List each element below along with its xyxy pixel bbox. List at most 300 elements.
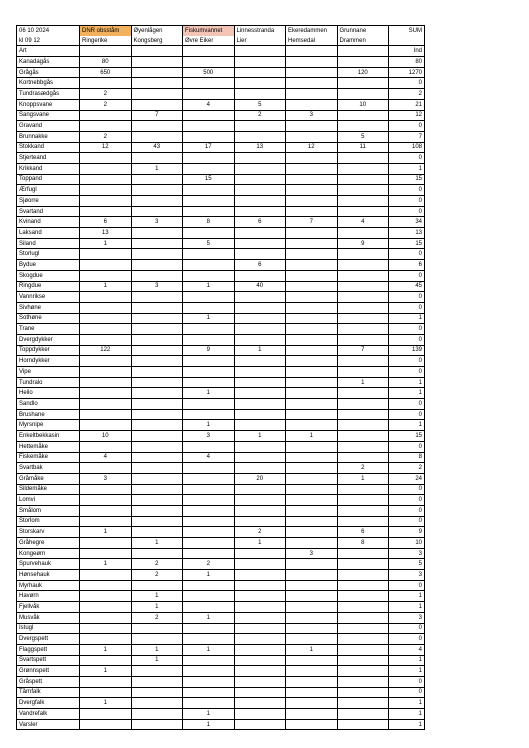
cell-oyenlagen[interactable] <box>131 324 183 335</box>
cell-dnr-obsstam[interactable] <box>80 185 132 196</box>
cell-oyenlagen[interactable]: 3 <box>131 217 183 228</box>
cell-species[interactable]: Smålom <box>17 505 80 516</box>
cell-sum[interactable]: 1 <box>389 388 425 399</box>
cell-oyenlagen[interactable] <box>131 516 183 527</box>
cell-dnr-obsstam[interactable] <box>80 538 132 549</box>
cell-fiskumvannet[interactable] <box>183 163 235 174</box>
cell-linnesstranda[interactable] <box>234 602 286 613</box>
cell-species[interactable]: Myrsnipe <box>17 420 80 431</box>
cell-species[interactable]: Sandlo <box>17 399 80 410</box>
cell-fiskumvannet[interactable] <box>183 206 235 217</box>
cell-sum[interactable]: 1 <box>389 420 425 431</box>
cell-oyenlagen[interactable] <box>131 99 183 110</box>
cell-species[interactable]: Sothøne <box>17 313 80 324</box>
cell-species[interactable]: Tårnfalk <box>17 687 80 698</box>
cell-ekeredammen[interactable] <box>286 687 338 698</box>
cell-dnr-obsstam[interactable]: 1 <box>80 238 132 249</box>
cell-dnr-obsstam[interactable] <box>80 591 132 602</box>
cell-fiskumvannet[interactable] <box>183 687 235 698</box>
cell-dnr-obsstam[interactable] <box>80 484 132 495</box>
cell-oyenlagen[interactable] <box>131 484 183 495</box>
header-sum[interactable]: SUM <box>389 26 425 36</box>
cell-oyenlagen[interactable] <box>131 719 183 730</box>
cell-fiskumvannet[interactable] <box>183 260 235 271</box>
cell-sum[interactable]: 1 <box>389 163 425 174</box>
cell-fiskumvannet[interactable]: 4 <box>183 99 235 110</box>
cell-species[interactable]: Vannrikse <box>17 292 80 303</box>
cell-sum[interactable]: 1 <box>389 666 425 677</box>
cell-grunnane[interactable] <box>337 367 389 378</box>
cell-ekeredammen[interactable]: 12 <box>286 142 338 153</box>
cell-linnesstranda[interactable] <box>234 709 286 720</box>
cell-oyenlagen[interactable] <box>131 377 183 388</box>
cell-linnesstranda[interactable] <box>234 676 286 687</box>
header-ekeredammen[interactable]: Ekeredammen <box>286 26 338 36</box>
cell-dnr-obsstam[interactable] <box>80 121 132 132</box>
cell-dnr-obsstam[interactable] <box>80 602 132 613</box>
cell-oyenlagen[interactable] <box>131 505 183 516</box>
cell-dnr-obsstam[interactable] <box>80 388 132 399</box>
cell-sum[interactable]: 108 <box>389 142 425 153</box>
cell-species[interactable]: Istugl <box>17 623 80 634</box>
header-dnr-obsstam[interactable] <box>80 46 132 57</box>
cell-fiskumvannet[interactable]: 3 <box>183 431 235 442</box>
header-linnesstranda[interactable]: Lier <box>234 36 286 46</box>
cell-sum[interactable]: 1 <box>389 313 425 324</box>
cell-grunnane[interactable] <box>337 452 389 463</box>
cell-ekeredammen[interactable] <box>286 367 338 378</box>
cell-ekeredammen[interactable] <box>286 185 338 196</box>
cell-fiskumvannet[interactable] <box>183 302 235 313</box>
cell-oyenlagen[interactable] <box>131 206 183 217</box>
cell-sum[interactable]: 15 <box>389 238 425 249</box>
cell-dnr-obsstam[interactable] <box>80 687 132 698</box>
cell-fiskumvannet[interactable]: 2 <box>183 559 235 570</box>
cell-ekeredammen[interactable] <box>286 420 338 431</box>
cell-oyenlagen[interactable] <box>131 431 183 442</box>
cell-linnesstranda[interactable] <box>234 719 286 730</box>
cell-species[interactable]: Hønsehauk <box>17 570 80 581</box>
cell-oyenlagen[interactable]: 1 <box>131 655 183 666</box>
cell-ekeredammen[interactable] <box>286 334 338 345</box>
cell-linnesstranda[interactable] <box>234 420 286 431</box>
cell-ekeredammen[interactable] <box>286 388 338 399</box>
header-oyenlagen[interactable] <box>131 46 183 57</box>
cell-ekeredammen[interactable] <box>286 324 338 335</box>
cell-ekeredammen[interactable] <box>286 399 338 410</box>
cell-oyenlagen[interactable] <box>131 676 183 687</box>
cell-ekeredammen[interactable] <box>286 634 338 645</box>
cell-ekeredammen[interactable] <box>286 57 338 68</box>
cell-sum[interactable]: 1 <box>389 655 425 666</box>
cell-oyenlagen[interactable] <box>131 67 183 78</box>
cell-sum[interactable]: 2 <box>389 89 425 100</box>
header-linnesstranda[interactable] <box>234 46 286 57</box>
cell-fiskumvannet[interactable]: 1 <box>183 709 235 720</box>
cell-fiskumvannet[interactable] <box>183 591 235 602</box>
cell-species[interactable]: Brunnakke <box>17 131 80 142</box>
cell-ekeredammen[interactable] <box>286 292 338 303</box>
cell-species[interactable]: Spurvehauk <box>17 559 80 570</box>
cell-ekeredammen[interactable] <box>286 281 338 292</box>
cell-dnr-obsstam[interactable] <box>80 110 132 121</box>
cell-grunnane[interactable] <box>337 580 389 591</box>
cell-species[interactable]: Sangsvane <box>17 110 80 121</box>
cell-ekeredammen[interactable] <box>286 345 338 356</box>
cell-sum[interactable]: 7 <box>389 131 425 142</box>
cell-dnr-obsstam[interactable] <box>80 196 132 207</box>
cell-species[interactable]: Toppdykker <box>17 345 80 356</box>
cell-oyenlagen[interactable]: 1 <box>131 538 183 549</box>
cell-linnesstranda[interactable]: 20 <box>234 473 286 484</box>
cell-species[interactable]: Ærfugl <box>17 185 80 196</box>
cell-oyenlagen[interactable] <box>131 473 183 484</box>
cell-grunnane[interactable] <box>337 324 389 335</box>
cell-linnesstranda[interactable] <box>234 270 286 281</box>
cell-sum[interactable]: 3 <box>389 612 425 623</box>
cell-fiskumvannet[interactable] <box>183 78 235 89</box>
cell-oyenlagen[interactable] <box>131 399 183 410</box>
cell-fiskumvannet[interactable] <box>183 121 235 132</box>
cell-linnesstranda[interactable] <box>234 121 286 132</box>
cell-dnr-obsstam[interactable]: 2 <box>80 99 132 110</box>
header-grunnane[interactable]: Grunnane <box>337 26 389 36</box>
cell-sum[interactable]: 1 <box>389 709 425 720</box>
cell-species[interactable]: Knoppsvane <box>17 99 80 110</box>
cell-dnr-obsstam[interactable] <box>80 377 132 388</box>
cell-oyenlagen[interactable] <box>131 687 183 698</box>
cell-species[interactable]: Gråmåke <box>17 473 80 484</box>
header-species[interactable]: Art <box>17 46 80 57</box>
cell-grunnane[interactable] <box>337 666 389 677</box>
cell-species[interactable]: Stjerteand <box>17 153 80 164</box>
cell-sum[interactable]: 0 <box>389 302 425 313</box>
cell-linnesstranda[interactable] <box>234 580 286 591</box>
cell-linnesstranda[interactable]: 13 <box>234 142 286 153</box>
cell-ekeredammen[interactable]: 1 <box>286 431 338 442</box>
cell-linnesstranda[interactable] <box>234 324 286 335</box>
cell-dnr-obsstam[interactable]: 12 <box>80 142 132 153</box>
cell-species[interactable]: Kortnebbgås <box>17 78 80 89</box>
cell-dnr-obsstam[interactable] <box>80 463 132 474</box>
cell-sum[interactable]: 0 <box>389 441 425 452</box>
cell-species[interactable]: Tundralo <box>17 377 80 388</box>
cell-grunnane[interactable] <box>337 623 389 634</box>
header-ekeredammen[interactable] <box>286 46 338 57</box>
cell-species[interactable]: Skogdue <box>17 270 80 281</box>
cell-linnesstranda[interactable] <box>234 559 286 570</box>
cell-sum[interactable]: 12 <box>389 110 425 121</box>
cell-linnesstranda[interactable] <box>234 623 286 634</box>
cell-linnesstranda[interactable] <box>234 238 286 249</box>
cell-sum[interactable]: 0 <box>389 623 425 634</box>
cell-ekeredammen[interactable] <box>286 270 338 281</box>
cell-species[interactable]: Heilo <box>17 388 80 399</box>
cell-linnesstranda[interactable]: 1 <box>234 538 286 549</box>
cell-oyenlagen[interactable]: 1 <box>131 644 183 655</box>
cell-sum[interactable]: 15 <box>389 431 425 442</box>
cell-species[interactable]: Vandrefalk <box>17 709 80 720</box>
cell-ekeredammen[interactable] <box>286 495 338 506</box>
cell-sum[interactable]: 0 <box>389 367 425 378</box>
cell-fiskumvannet[interactable]: 17 <box>183 142 235 153</box>
cell-grunnane[interactable]: 7 <box>337 345 389 356</box>
cell-grunnane[interactable]: 6 <box>337 527 389 538</box>
cell-linnesstranda[interactable] <box>234 463 286 474</box>
cell-linnesstranda[interactable] <box>234 131 286 142</box>
cell-sum[interactable]: 5 <box>389 559 425 570</box>
cell-species[interactable]: Dvergfalk <box>17 698 80 709</box>
cell-ekeredammen[interactable] <box>286 505 338 516</box>
cell-fiskumvannet[interactable] <box>183 602 235 613</box>
cell-oyenlagen[interactable] <box>131 666 183 677</box>
cell-oyenlagen[interactable]: 2 <box>131 612 183 623</box>
cell-oyenlagen[interactable] <box>131 527 183 538</box>
cell-fiskumvannet[interactable] <box>183 196 235 207</box>
cell-linnesstranda[interactable]: 1 <box>234 431 286 442</box>
cell-ekeredammen[interactable] <box>286 206 338 217</box>
cell-dnr-obsstam[interactable] <box>80 580 132 591</box>
cell-ekeredammen[interactable] <box>286 78 338 89</box>
cell-ekeredammen[interactable] <box>286 719 338 730</box>
cell-fiskumvannet[interactable]: 4 <box>183 452 235 463</box>
cell-ekeredammen[interactable]: 3 <box>286 548 338 559</box>
cell-grunnane[interactable]: 9 <box>337 238 389 249</box>
cell-fiskumvannet[interactable] <box>183 249 235 260</box>
cell-grunnane[interactable] <box>337 484 389 495</box>
cell-oyenlagen[interactable] <box>131 228 183 239</box>
cell-dnr-obsstam[interactable] <box>80 206 132 217</box>
cell-grunnane[interactable] <box>337 302 389 313</box>
cell-grunnane[interactable] <box>337 388 389 399</box>
cell-fiskumvannet[interactable]: 1 <box>183 388 235 399</box>
cell-grunnane[interactable]: 5 <box>337 131 389 142</box>
cell-sum[interactable]: 0 <box>389 687 425 698</box>
cell-species[interactable]: Brushane <box>17 409 80 420</box>
header-species[interactable]: 06 10 2024 <box>17 26 80 36</box>
cell-species[interactable]: Dvergspett <box>17 634 80 645</box>
cell-grunnane[interactable] <box>337 709 389 720</box>
cell-dnr-obsstam[interactable] <box>80 495 132 506</box>
cell-fiskumvannet[interactable] <box>183 676 235 687</box>
cell-species[interactable]: Kanadagås <box>17 57 80 68</box>
cell-fiskumvannet[interactable] <box>183 399 235 410</box>
cell-dnr-obsstam[interactable]: 6 <box>80 217 132 228</box>
cell-dnr-obsstam[interactable] <box>80 634 132 645</box>
cell-species[interactable]: Myrhauk <box>17 580 80 591</box>
cell-grunnane[interactable] <box>337 719 389 730</box>
cell-grunnane[interactable] <box>337 292 389 303</box>
cell-ekeredammen[interactable]: 3 <box>286 110 338 121</box>
cell-dnr-obsstam[interactable] <box>80 709 132 720</box>
cell-dnr-obsstam[interactable] <box>80 292 132 303</box>
cell-linnesstranda[interactable] <box>234 334 286 345</box>
cell-species[interactable]: Svartbak <box>17 463 80 474</box>
cell-grunnane[interactable] <box>337 249 389 260</box>
cell-fiskumvannet[interactable] <box>183 324 235 335</box>
cell-grunnane[interactable] <box>337 676 389 687</box>
cell-ekeredammen[interactable] <box>286 238 338 249</box>
cell-fiskumvannet[interactable]: 1 <box>183 719 235 730</box>
cell-ekeredammen[interactable] <box>286 313 338 324</box>
cell-dnr-obsstam[interactable] <box>80 516 132 527</box>
cell-sum[interactable]: 24 <box>389 473 425 484</box>
cell-species[interactable]: Lomvi <box>17 495 80 506</box>
cell-ekeredammen[interactable] <box>286 463 338 474</box>
cell-oyenlagen[interactable] <box>131 249 183 260</box>
cell-oyenlagen[interactable] <box>131 420 183 431</box>
cell-grunnane[interactable]: 4 <box>337 217 389 228</box>
cell-ekeredammen[interactable] <box>286 591 338 602</box>
cell-species[interactable]: Svartand <box>17 206 80 217</box>
cell-fiskumvannet[interactable] <box>183 527 235 538</box>
cell-dnr-obsstam[interactable] <box>80 313 132 324</box>
cell-oyenlagen[interactable] <box>131 334 183 345</box>
cell-dnr-obsstam[interactable] <box>80 356 132 367</box>
cell-oyenlagen[interactable] <box>131 89 183 100</box>
cell-fiskumvannet[interactable] <box>183 473 235 484</box>
cell-sum[interactable]: 0 <box>389 78 425 89</box>
cell-oyenlagen[interactable]: 2 <box>131 570 183 581</box>
cell-fiskumvannet[interactable]: 500 <box>183 67 235 78</box>
cell-grunnane[interactable] <box>337 163 389 174</box>
cell-linnesstranda[interactable] <box>234 666 286 677</box>
cell-species[interactable]: Kvinand <box>17 217 80 228</box>
cell-fiskumvannet[interactable] <box>183 623 235 634</box>
cell-linnesstranda[interactable] <box>234 388 286 399</box>
cell-fiskumvannet[interactable] <box>183 334 235 345</box>
cell-linnesstranda[interactable] <box>234 185 286 196</box>
cell-species[interactable]: Storlom <box>17 516 80 527</box>
cell-grunnane[interactable] <box>337 174 389 185</box>
cell-linnesstranda[interactable]: 6 <box>234 217 286 228</box>
cell-fiskumvannet[interactable]: 5 <box>183 238 235 249</box>
cell-fiskumvannet[interactable] <box>183 548 235 559</box>
cell-grunnane[interactable] <box>337 548 389 559</box>
cell-grunnane[interactable] <box>337 505 389 516</box>
cell-grunnane[interactable] <box>337 644 389 655</box>
cell-fiskumvannet[interactable] <box>183 505 235 516</box>
cell-sum[interactable]: 10 <box>389 538 425 549</box>
cell-dnr-obsstam[interactable] <box>80 441 132 452</box>
cell-oyenlagen[interactable] <box>131 345 183 356</box>
cell-oyenlagen[interactable] <box>131 548 183 559</box>
cell-dnr-obsstam[interactable] <box>80 409 132 420</box>
cell-dnr-obsstam[interactable]: 2 <box>80 131 132 142</box>
cell-oyenlagen[interactable] <box>131 580 183 591</box>
cell-grunnane[interactable] <box>337 57 389 68</box>
cell-grunnane[interactable]: 2 <box>337 463 389 474</box>
cell-oyenlagen[interactable] <box>131 153 183 164</box>
cell-species[interactable]: Siland <box>17 238 80 249</box>
cell-grunnane[interactable] <box>337 334 389 345</box>
cell-linnesstranda[interactable] <box>234 206 286 217</box>
cell-dnr-obsstam[interactable] <box>80 399 132 410</box>
cell-fiskumvannet[interactable] <box>183 131 235 142</box>
cell-linnesstranda[interactable] <box>234 57 286 68</box>
cell-sum[interactable]: 45 <box>389 281 425 292</box>
cell-ekeredammen[interactable] <box>286 709 338 720</box>
cell-species[interactable]: Stokkand <box>17 142 80 153</box>
cell-grunnane[interactable] <box>337 612 389 623</box>
cell-linnesstranda[interactable] <box>234 698 286 709</box>
cell-fiskumvannet[interactable] <box>183 270 235 281</box>
cell-fiskumvannet[interactable]: 9 <box>183 345 235 356</box>
cell-linnesstranda[interactable] <box>234 174 286 185</box>
cell-fiskumvannet[interactable] <box>183 409 235 420</box>
cell-dnr-obsstam[interactable] <box>80 570 132 581</box>
cell-linnesstranda[interactable] <box>234 452 286 463</box>
cell-grunnane[interactable]: 1 <box>337 473 389 484</box>
cell-grunnane[interactable] <box>337 570 389 581</box>
cell-fiskumvannet[interactable] <box>183 666 235 677</box>
cell-fiskumvannet[interactable] <box>183 698 235 709</box>
cell-grunnane[interactable] <box>337 281 389 292</box>
cell-ekeredammen[interactable] <box>286 698 338 709</box>
cell-species[interactable]: Sivhøne <box>17 302 80 313</box>
cell-oyenlagen[interactable] <box>131 698 183 709</box>
cell-ekeredammen[interactable] <box>286 538 338 549</box>
cell-grunnane[interactable] <box>337 399 389 410</box>
cell-sum[interactable]: 0 <box>389 580 425 591</box>
cell-linnesstranda[interactable]: 40 <box>234 281 286 292</box>
cell-sum[interactable]: 0 <box>389 634 425 645</box>
cell-oyenlagen[interactable] <box>131 270 183 281</box>
cell-oyenlagen[interactable] <box>131 121 183 132</box>
cell-dnr-obsstam[interactable] <box>80 324 132 335</box>
cell-oyenlagen[interactable] <box>131 131 183 142</box>
cell-grunnane[interactable] <box>337 89 389 100</box>
cell-ekeredammen[interactable] <box>286 249 338 260</box>
cell-linnesstranda[interactable] <box>234 591 286 602</box>
cell-species[interactable]: Vipe <box>17 367 80 378</box>
cell-sum[interactable]: 0 <box>389 334 425 345</box>
cell-oyenlagen[interactable] <box>131 495 183 506</box>
cell-fiskumvannet[interactable] <box>183 538 235 549</box>
cell-linnesstranda[interactable] <box>234 570 286 581</box>
cell-ekeredammen[interactable] <box>286 121 338 132</box>
cell-sum[interactable]: 0 <box>389 399 425 410</box>
cell-sum[interactable]: 1270 <box>389 67 425 78</box>
cell-dnr-obsstam[interactable] <box>80 163 132 174</box>
cell-species[interactable]: Toppand <box>17 174 80 185</box>
cell-grunnane[interactable] <box>337 110 389 121</box>
cell-linnesstranda[interactable] <box>234 495 286 506</box>
cell-linnesstranda[interactable] <box>234 78 286 89</box>
cell-dnr-obsstam[interactable] <box>80 249 132 260</box>
cell-linnesstranda[interactable] <box>234 655 286 666</box>
cell-oyenlagen[interactable]: 43 <box>131 142 183 153</box>
cell-fiskumvannet[interactable]: 1 <box>183 644 235 655</box>
cell-linnesstranda[interactable] <box>234 505 286 516</box>
cell-ekeredammen[interactable] <box>286 570 338 581</box>
cell-oyenlagen[interactable] <box>131 409 183 420</box>
cell-ekeredammen[interactable] <box>286 516 338 527</box>
cell-linnesstranda[interactable] <box>234 153 286 164</box>
cell-dnr-obsstam[interactable] <box>80 153 132 164</box>
cell-sum[interactable]: 34 <box>389 217 425 228</box>
cell-species[interactable]: Laksand <box>17 228 80 239</box>
cell-species[interactable]: Horndykker <box>17 356 80 367</box>
cell-species[interactable]: Sjøorre <box>17 196 80 207</box>
cell-linnesstranda[interactable] <box>234 634 286 645</box>
cell-grunnane[interactable] <box>337 185 389 196</box>
cell-sum[interactable]: 8 <box>389 452 425 463</box>
header-linnesstranda[interactable]: Linnesstranda <box>234 26 286 36</box>
cell-fiskumvannet[interactable] <box>183 110 235 121</box>
cell-oyenlagen[interactable] <box>131 174 183 185</box>
cell-ekeredammen[interactable] <box>286 356 338 367</box>
